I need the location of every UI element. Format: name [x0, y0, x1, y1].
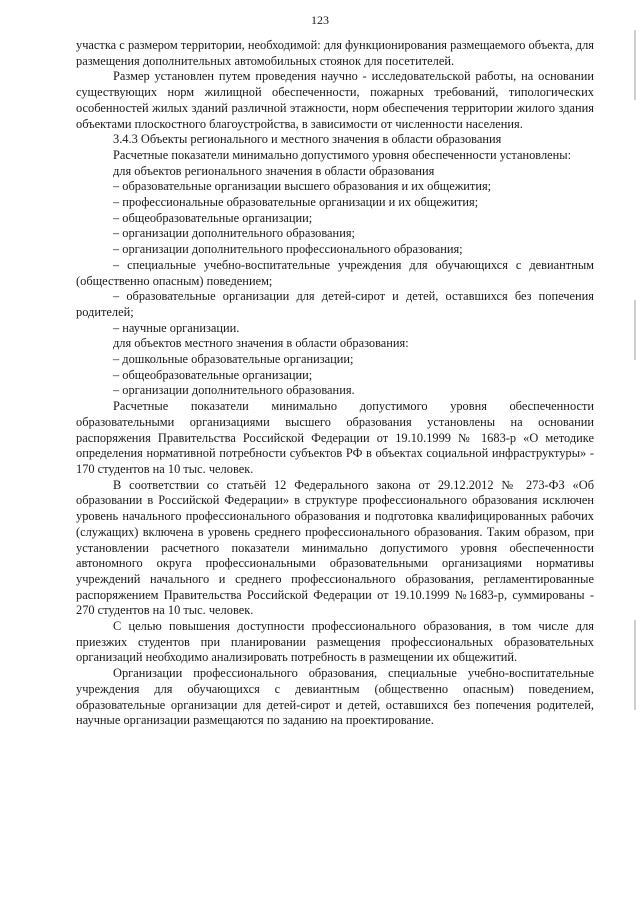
list-item: – организации дополнительного образования.: [113, 383, 355, 398]
list-heading: для объектов регионального значения в области образования: [113, 163, 435, 178]
paragraph: Организации профессионального образования, специальные учебно-воспитательные учреждения для обучающихся с девиантным (общественно опасным) поведением, образовательные организации для детей-сирот и детей, оставшихся без попечения родителей, научные организации размещаются по заданию на проектирование.: [76, 666, 594, 728]
list-item: – профессиональные образовательные организации и их общежития;: [113, 195, 479, 210]
page-number: 123: [311, 13, 329, 27]
list-item: – организации дополнительного образования;: [113, 226, 355, 241]
document-body: [76, 38, 594, 729]
list-item: – образовательные организации высшего образования и их общежития;: [113, 179, 492, 194]
paragraph: С целью повышения доступности профессионального образования, в том числе для приезжих студентов при планировании размещения профессиональных образовательных организаций необходимо анализировать потребность в размещении их общежитий.: [76, 619, 594, 665]
list-item: – образовательные организации для детей-сирот и детей, оставшихся без попечения родителей;: [76, 289, 594, 319]
paragraph: участка с размером территории, необходимой: для функционирования размещаемого объекта, для размещения дополнительных автомобильных стоянок для посетителей.: [76, 38, 594, 68]
list-heading: для объектов местного значения в области образования:: [113, 336, 409, 351]
paragraph: В соответствии со статьёй 12 Федерального закона от 29.12.2012 № 273-ФЗ «Об образовании в Российской Федерации» в структуре профессионального образования исключен уровень начального профессионального образования и подготовка квалифицированных рабочих (служащих) включена в уровень среднего профессионального образования. Таким образом, при установлении расчетного показатели минимально допустимого уровня обеспеченности автономного округа профессиональными образовательными организациями нормативы учреждений начального и среднего профессионального образования, регламентированные распоряжением Правительства Российской Федерации от 19.10.1999 №1683-р, суммированы - 270 студентов на 10 тыс. человек.: [76, 477, 594, 618]
list-item: – организации дополнительного профессионального образования;: [113, 242, 463, 257]
list-item: – научные организации.: [113, 320, 240, 335]
list-item: – дошкольные образовательные организации;: [113, 352, 354, 367]
list-item: – специальные учебно-воспитательные учреждения для обучающихся с девиантным (общественно опасным) поведением;: [76, 257, 594, 288]
paragraph: Размер установлен путем проведения научно - исследовательской работы, на основании существующих норм жилищной обеспеченности, пожарных требований, типологических особенностей жилых зданий различной этажности, норм обеспечения территории жилого здания объектами плоскостного благоустройства, в зависимости от численности населения.: [76, 69, 594, 131]
paragraph: Расчетные показатели минимально допустимого уровня обеспеченности установлены:: [113, 147, 572, 162]
list-item: – общеобразовательные организации;: [113, 367, 313, 382]
list-item: – общеобразовательные организации;: [113, 210, 313, 225]
paragraph: 3.4.3 Объекты регионального и местного значения в области образования: [113, 132, 502, 147]
scan-edge-mark: [634, 620, 636, 710]
scan-edge-mark: [634, 30, 636, 100]
paragraph: Расчетные показатели минимально допустимого уровня обеспеченности образовательными организациями высшего образования установлены на основании распоряжения Правительства Российской Федерации от 19.10.1999 № 1683-р «О методике определения нормативной потребности субъектов РФ в объектах социальной инфраструктуры» - 170 студентов на 10 тыс. человек.: [76, 399, 594, 476]
scan-edge-mark: [634, 300, 636, 360]
